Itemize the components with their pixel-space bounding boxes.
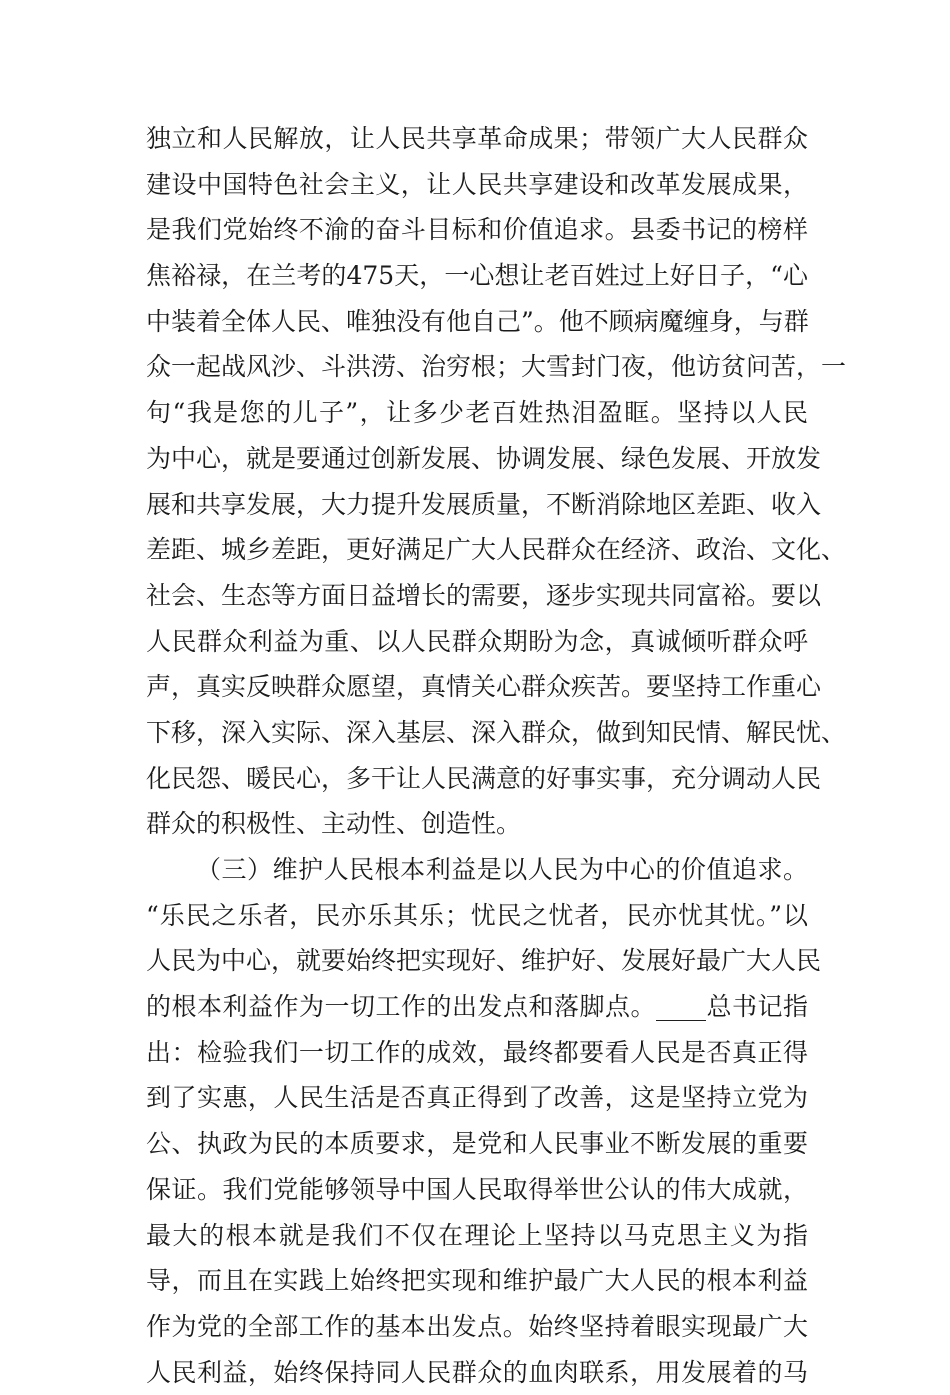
text-line: 人民利益，始终保持同人民群众的血肉联系，用发展着的马: [146, 1357, 808, 1387]
text-line: 焦裕禄，在兰考的475天，一心想让老百姓过上好日子，“心: [146, 261, 808, 291]
text-line: 保证。我们党能够领导中国人民取得举世公认的伟大成就，: [146, 1174, 808, 1204]
text-line: 中装着全体人民、唯独没有他自己”。他不顾病魔缠身，与群: [146, 306, 809, 336]
body-text: [146, 116, 847, 1395]
text-line: 是我们党始终不渝的奋斗目标和价值追求。县委书记的榜样: [146, 215, 808, 245]
text-line: “乐民之乐者，民亦乐其乐；忧民之忧者，民亦忧其忧。”以: [146, 900, 808, 930]
text-line: 为中心，就是要通过创新发展、协调发展、绿色发展、开放发: [146, 443, 822, 473]
text-line: 独立和人民解放，让人民共享革命成果；带领广大人民群众: [146, 124, 808, 153]
text-line: 人民群众利益为重、以人民群众期盼为念，真诚倾听群众呼: [146, 626, 808, 656]
text-line: 最大的根本就是我们不仅在理论上坚持以马克思主义为指: [146, 1220, 808, 1250]
text-line: 下移，深入实际、深入基层、深入群众，做到知民情、解民忧、: [146, 717, 847, 747]
text-line: 声，真实反映群众愿望，真情关心群众疾苦。要坚持工作重心: [146, 672, 822, 702]
section-heading-line: （三）维护人民根本利益是以人民为中心的价值追求。: [196, 855, 808, 884]
text-line: 导，而且在实践上始终把实现和维护最广大人民的根本利益: [146, 1266, 808, 1296]
text-line: 句“我是您的儿子”，让多少老百姓热泪盈眶。坚持以人民: [146, 398, 808, 428]
text-line: 众一起战风沙、斗洪涝、治穷根；大雪封门夜，他访贫问苦，一: [146, 352, 847, 382]
text-line: 到了实惠，人民生活是否真正得到了改善，这是坚持立党为: [146, 1083, 808, 1113]
text-line: 群众的积极性、主动性、创造性。: [146, 809, 522, 839]
text-line: 展和共享发展，大力提升发展质量，不断消除地区差距、收入: [146, 489, 822, 519]
text-line: 作为党的全部工作的基本出发点。始终坚持着眼实现最广大: [146, 1311, 808, 1341]
text-line: 差距、城乡差距，更好满足广大人民群众在经济、政治、文化、: [146, 535, 847, 565]
text-line: 社会、生态等方面日益增长的需要，逐步实现共同富裕。要以: [146, 580, 822, 610]
text-line: 建设中国特色社会主义，让人民共享建设和改革发展成果，: [146, 169, 808, 199]
text-line: 人民为中心，就要始终把实现好、维护好、发展好最广大人民: [146, 946, 822, 976]
text-line: 公、执政为民的本质要求，是党和人民事业不断发展的重要: [146, 1129, 808, 1159]
text-line: 的根本利益作为一切工作的出发点和落脚点。____总书记指: [146, 992, 808, 1022]
text-line: 化民怨、暖民心，多干让人民满意的好事实事，充分调动人民: [146, 763, 822, 793]
text-line: 出：检验我们一切工作的成效，最终都要看人民是否真正得: [146, 1037, 808, 1067]
